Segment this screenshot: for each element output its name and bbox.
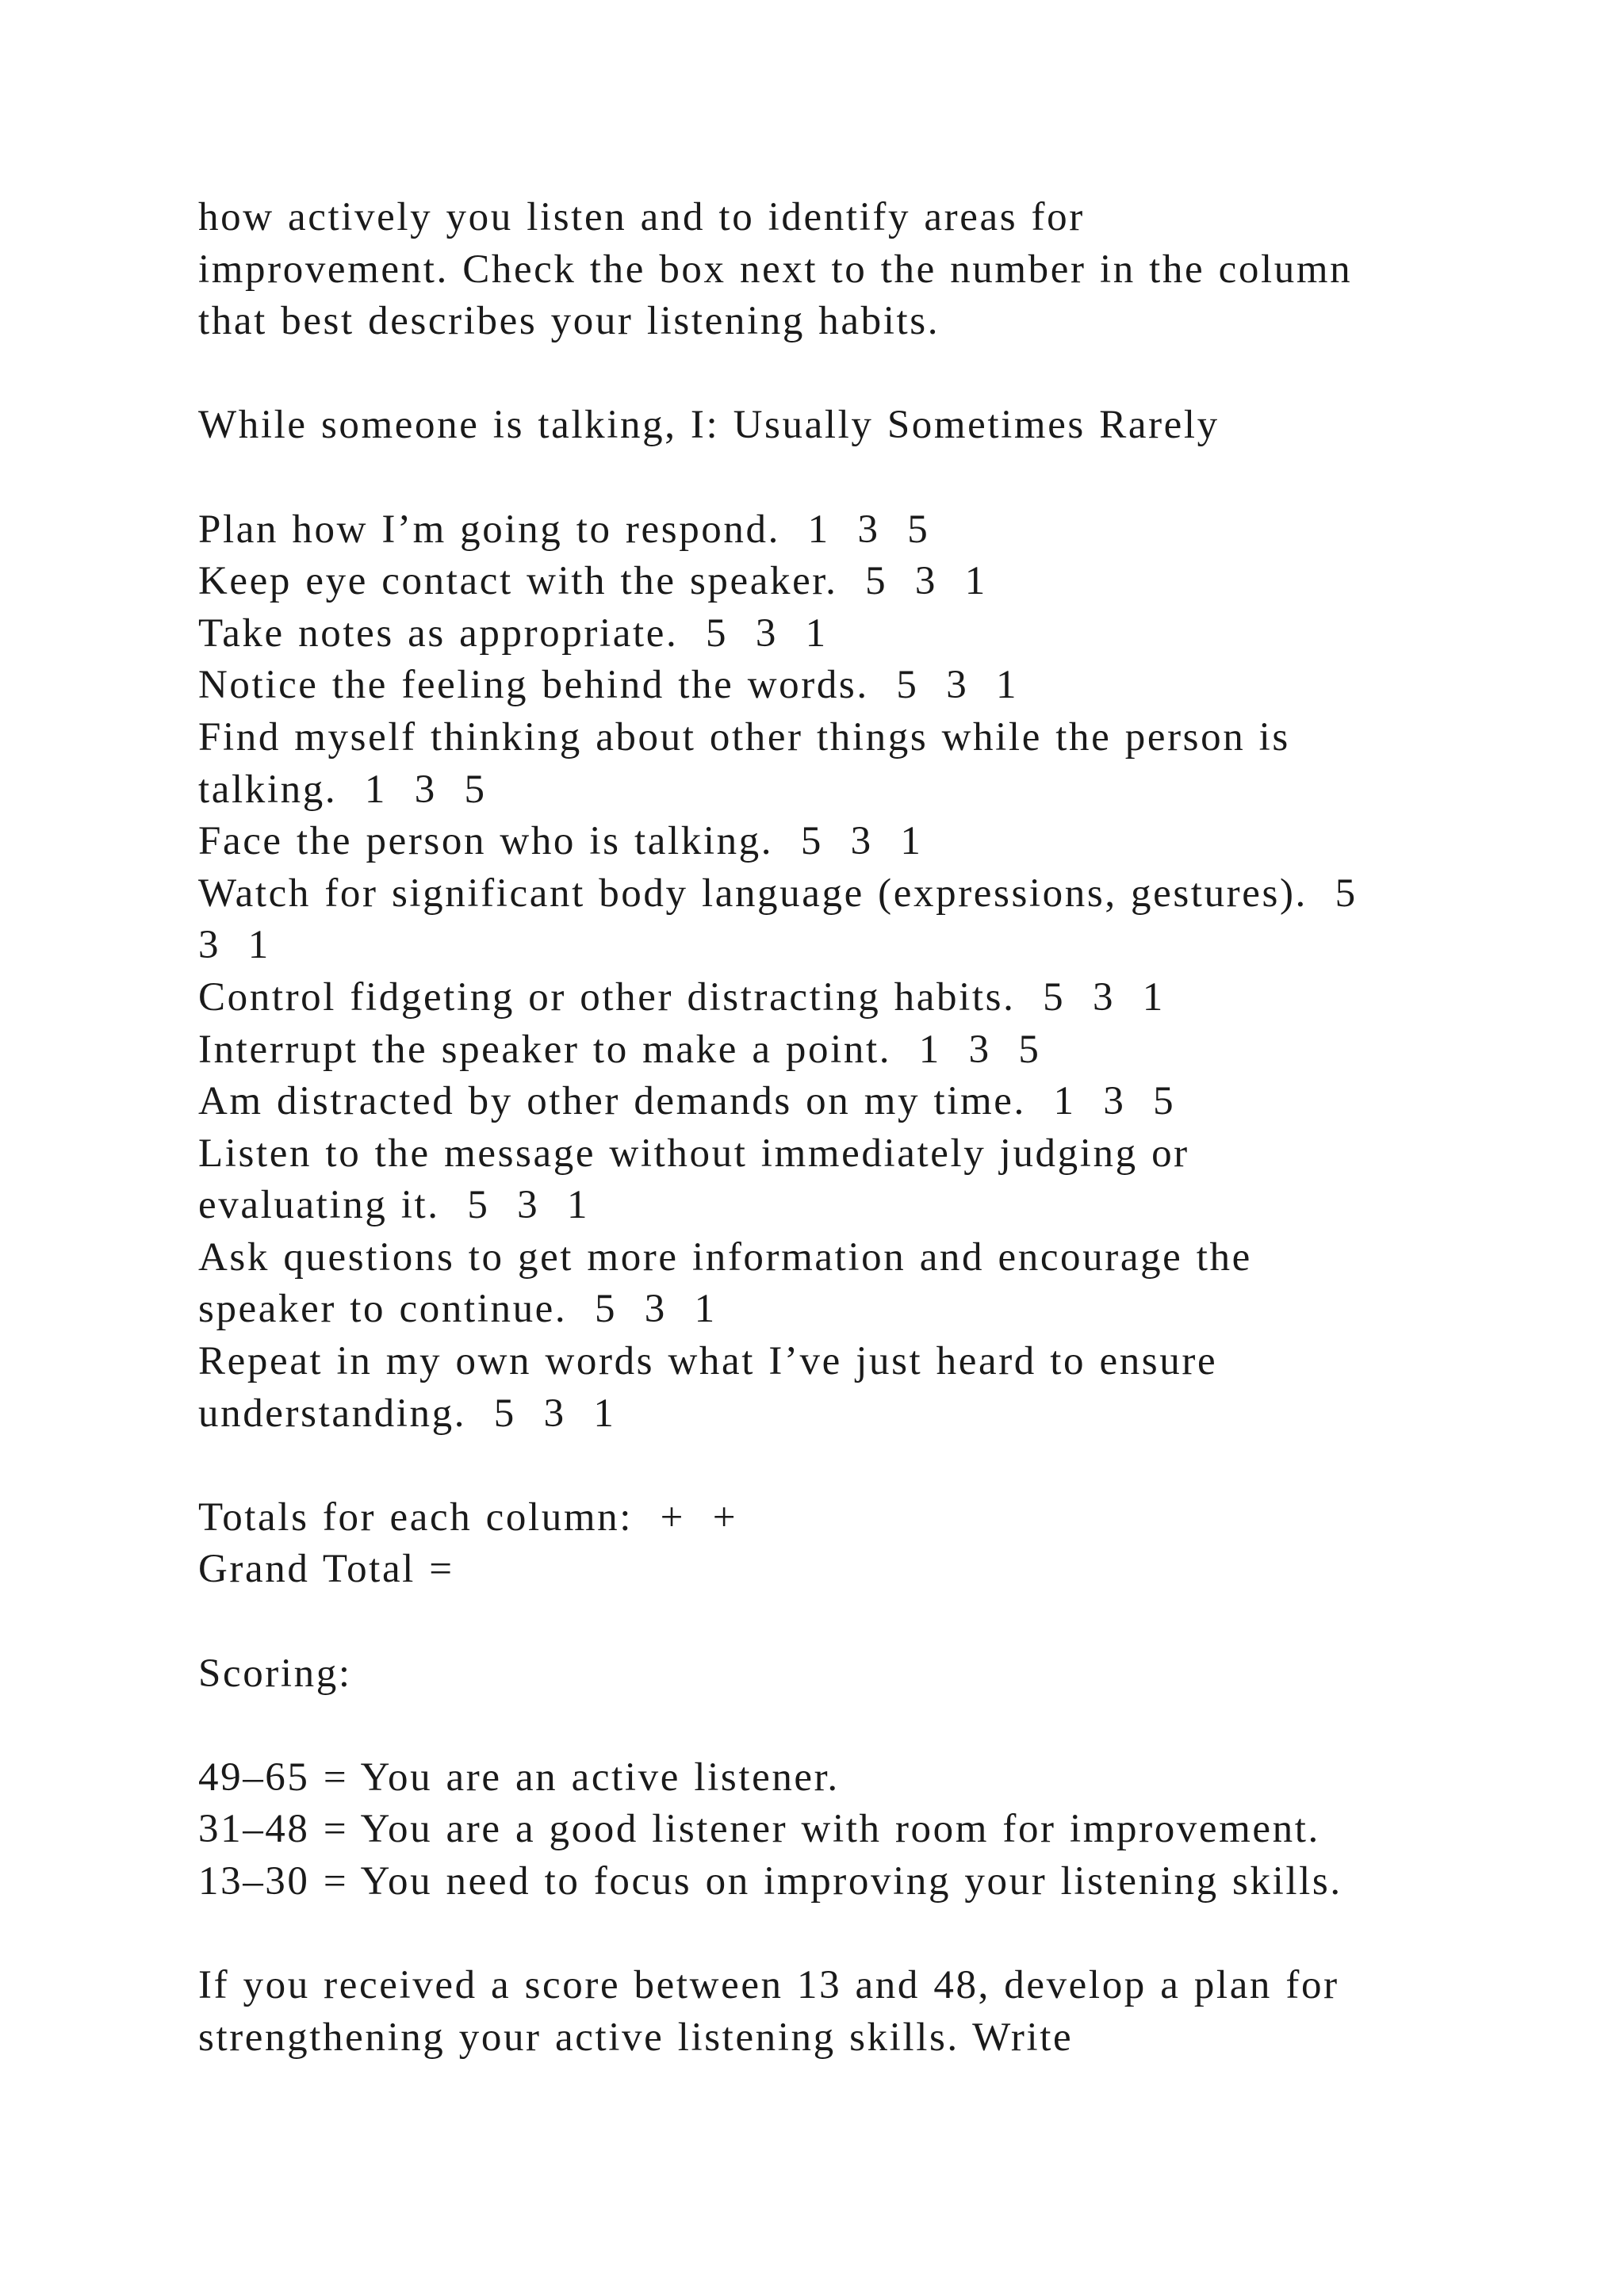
habit-item-line: Interrupt the speaker to make a point. 1 3 5 — [198, 1027, 1041, 1072]
habit-item-line: Am distracted by other demands on my time. 1 3 5 — [198, 1079, 1176, 1124]
intro-line: improvement. Check the box next to the number in the column — [198, 247, 1353, 292]
habit-item-line: talking. 1 3 5 — [198, 767, 487, 812]
grand-total-line: Grand Total = — [198, 1547, 454, 1592]
closing-line: If you received a score between 13 and 48, develop a plan for — [198, 1963, 1339, 2008]
scoring-line: 49–65 = You are an active listener. — [198, 1755, 840, 1800]
blank-line — [198, 1596, 1530, 1648]
scoring-heading: Scoring: — [198, 1651, 352, 1696]
habit-item-line: Ask questions to get more information and encourage the — [198, 1234, 1252, 1280]
scoring-line: 13–30 = You need to focus on improving your listening skills. — [198, 1859, 1342, 1904]
habit-item-line: Keep eye contact with the speaker. 5 3 1 — [198, 559, 987, 604]
totals-line: Totals for each column: + + — [198, 1494, 738, 1540]
table-header-line: While someone is talking, I: Usually Sometimes Rarely — [198, 403, 1220, 448]
habit-item-line: Listen to the message without immediately judging or — [198, 1131, 1189, 1176]
blank-line — [198, 452, 1530, 504]
habit-item-line: Repeat in my own words what I’ve just heard to ensure — [198, 1339, 1218, 1384]
habit-item-line: understanding. 5 3 1 — [198, 1391, 616, 1436]
blank-line — [198, 1908, 1530, 1961]
closing-line: strengthening your active listening skills. Write — [198, 2015, 1074, 2060]
habit-item-line: Face the person who is talking. 5 3 1 — [198, 819, 923, 864]
habit-item-line: Notice the feeling behind the words. 5 3 1 — [198, 663, 1019, 708]
intro-line: how actively you listen and to identify areas for — [198, 195, 1085, 239]
blank-line — [198, 348, 1530, 400]
habit-item-line: Watch for significant body language (expressions, gestures). 5 — [198, 871, 1358, 916]
habit-item-line: Take notes as appropriate. 5 3 1 — [198, 610, 828, 656]
habit-item-line: Plan how I’m going to respond. 1 3 5 — [198, 507, 930, 552]
habit-item-line: evaluating it. 5 3 1 — [198, 1183, 590, 1228]
document-body — [198, 192, 1530, 2064]
scoring-line: 31–48 = You are a good listener with room for improvement. — [198, 1807, 1320, 1852]
blank-line — [198, 1700, 1530, 1752]
habit-item-line: Find myself thinking about other things while the person is — [198, 714, 1290, 760]
habit-item-line: speaker to continue. 5 3 1 — [198, 1287, 717, 1332]
habit-item-line: Control fidgeting or other distracting habits. 5 3 1 — [198, 974, 1165, 1020]
blank-line — [198, 1440, 1530, 1492]
intro-line: that best describes your listening habits. — [198, 299, 940, 344]
habit-item-line: 3 1 — [198, 923, 270, 968]
